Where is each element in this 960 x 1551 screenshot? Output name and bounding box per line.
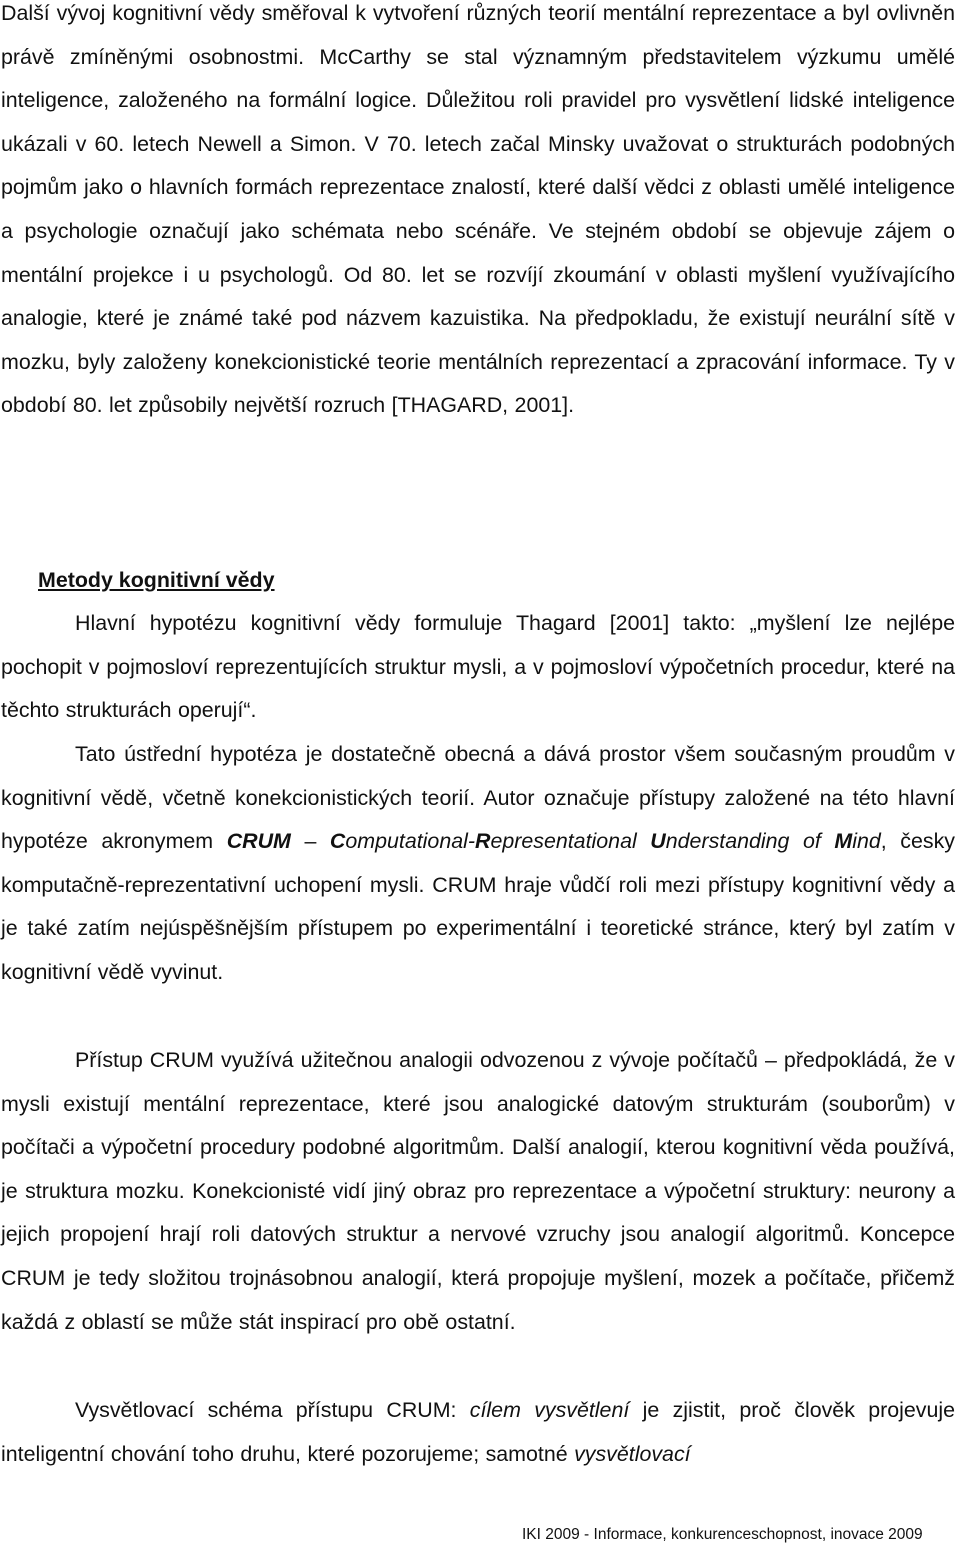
crum-computational: omputational-	[345, 829, 475, 854]
crum-m-letter: M	[834, 829, 853, 854]
crum-u-letter: U	[650, 829, 666, 854]
crum-c-letter: C	[329, 829, 346, 854]
crum-r-letter: R	[474, 829, 491, 854]
paragraph-hypothesis	[1, 602, 955, 733]
explanation-italic-end: vysvětlovací	[574, 1441, 691, 1466]
crum-acronym: CRUM	[226, 829, 291, 854]
crum-mind: ind	[852, 829, 881, 854]
paragraph-explanation	[1, 1389, 955, 1476]
paragraph-explanation-text-b: je zjistit, proč člověk projevuje inteligentní chování toho druhu, které pozorujeme; samotné	[1, 1398, 955, 1466]
paragraph-hypothesis-text: Hlavní hypotézu kognitivní vědy formuluje Thagard [2001] takto: „myšlení lze nejlépe pochopit v pojmosloví reprezentujících struktur mysli, a v pojmosloví výpočetních procedur, které na těchto strukturách operují“.	[1, 611, 955, 723]
paragraph-history: Další vývoj kognitivní vědy směřoval k vytvoření různých teorií mentální reprezentace a byl ovlivněn právě zmíněnými osobnostmi. McCarthy se stal významným představitelem výzkumu umělé inteligence, založeného na formální logice. Důležitou roli pravidel pro vysvětlení lidské inteligence ukázali v 60. letech Newell a Simon. V 70. letech začal Minsky uvažovat o strukturách podobných pojmům jako o hlavních formách reprezentace znalostí, které další vědci z oblasti umělé inteligence a psychologie označují jako schémata nebo scénáře. Ve stejném období se objevuje zájem o mentální projekce i u psychologů. Od 80. let se rozvíjí zkoumání v oblasti myšlení využívajícího analogie, které je známé také pod názvem kazuistika. Na předpokladu, že existují neurální sítě v mozku, byly založeny konekcionistické teorie mentálních reprezentací a zpracování informace. Ty v období 80. let způsobily největší rozruch [THAGARD, 2001].	[1, 1, 955, 418]
explanation-goal-italic: cílem vysvětlení	[469, 1398, 630, 1422]
paragraph-analogy-text: Přístup CRUM využívá užitečnou analogii odvozenou z vývoje počítačů – předpokládá, že v mysli existují mentální reprezentace, které jsou analogické datovým strukturám (souborům) v počítači a výpočetní procedury podobné algoritmům. Další analogií, kterou kognitivní věda používá, je struktura mozku. Konekcionisté vidí jiný obraz pro reprezentace a výpočetní struktury: neurony a jejich propojení hrají roli datových struktur a nervové vzruchy jsou analogií algoritmů. Koncepce CRUM je tedy složitou trojnásobnou analogií, která propojuje myšlení, mozek a počítače, přičemž každá z oblastí se může stát inspirací pro obě ostatní.	[1, 1048, 955, 1334]
paragraph-crum	[1, 733, 955, 995]
crum-representational: epresentational	[490, 829, 651, 854]
paragraph-analogy	[1, 1039, 955, 1344]
crum-understanding: nderstanding of	[665, 829, 835, 854]
section-heading-text: Metody kognitivní vědy	[38, 568, 275, 592]
crum-dash: –	[290, 829, 330, 854]
page-footer: IKI 2009 - Informace, konkurenceschopnost, inovace 2009	[522, 1526, 923, 1543]
paragraph-explanation-text-a: Vysvětlovací schéma přístupu CRUM:	[75, 1398, 470, 1422]
section-heading	[38, 559, 275, 603]
paragraph-crum-text-b: , česky komputačně-reprezentativní uchopení mysli. CRUM hraje vůdčí roli mezi přístupy kognitivní vědy a je také zatím nejúspěšnějším přístupem po experimentální i teoretické stránce, který byl zatím v kognitivní vědě vyvinut.	[1, 829, 955, 984]
paragraph-crum-text-a: Tato ústřední hypotéza je dostatečně obecná a dává prostor všem současným proudům v kognitivní vědě, včetně konekcionistických teorií. Autor označuje přístupy založené na této hlavní hypotéze akronymem	[1, 742, 955, 854]
